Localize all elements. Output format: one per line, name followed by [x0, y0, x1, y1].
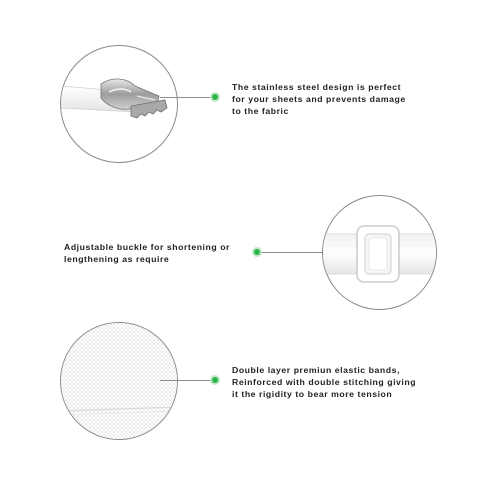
buckle-photo-circle — [322, 195, 437, 310]
caption-line: Adjustable buckle for shortening or — [64, 242, 230, 252]
connector-line — [160, 380, 212, 381]
bullet-dot — [254, 249, 260, 255]
caption-line: Double layer premiun elastic bands, — [232, 365, 400, 375]
connector-line — [262, 252, 324, 253]
bullet-dot — [212, 377, 218, 383]
caption-line: for your sheets and prevents damage — [232, 94, 406, 104]
caption-line: to the fabric — [232, 106, 289, 116]
metal-clip-icon — [61, 46, 178, 163]
elastic-photo-circle — [60, 322, 178, 440]
caption-line: Reinforced with double stitching giving — [232, 377, 417, 387]
feature-caption — [64, 241, 230, 265]
elastic-band-icon — [61, 323, 178, 440]
caption-line: it the rigidity to bear more tension — [232, 389, 393, 399]
buckle-icon — [323, 196, 437, 310]
clip-photo-circle — [60, 45, 178, 163]
feature-caption — [232, 364, 416, 400]
connector-line — [160, 97, 212, 98]
caption-line: The stainless steel design is perfect — [232, 82, 402, 92]
bullet-dot — [212, 94, 218, 100]
feature-caption — [232, 81, 406, 117]
caption-line: lengthening as require — [64, 254, 170, 264]
